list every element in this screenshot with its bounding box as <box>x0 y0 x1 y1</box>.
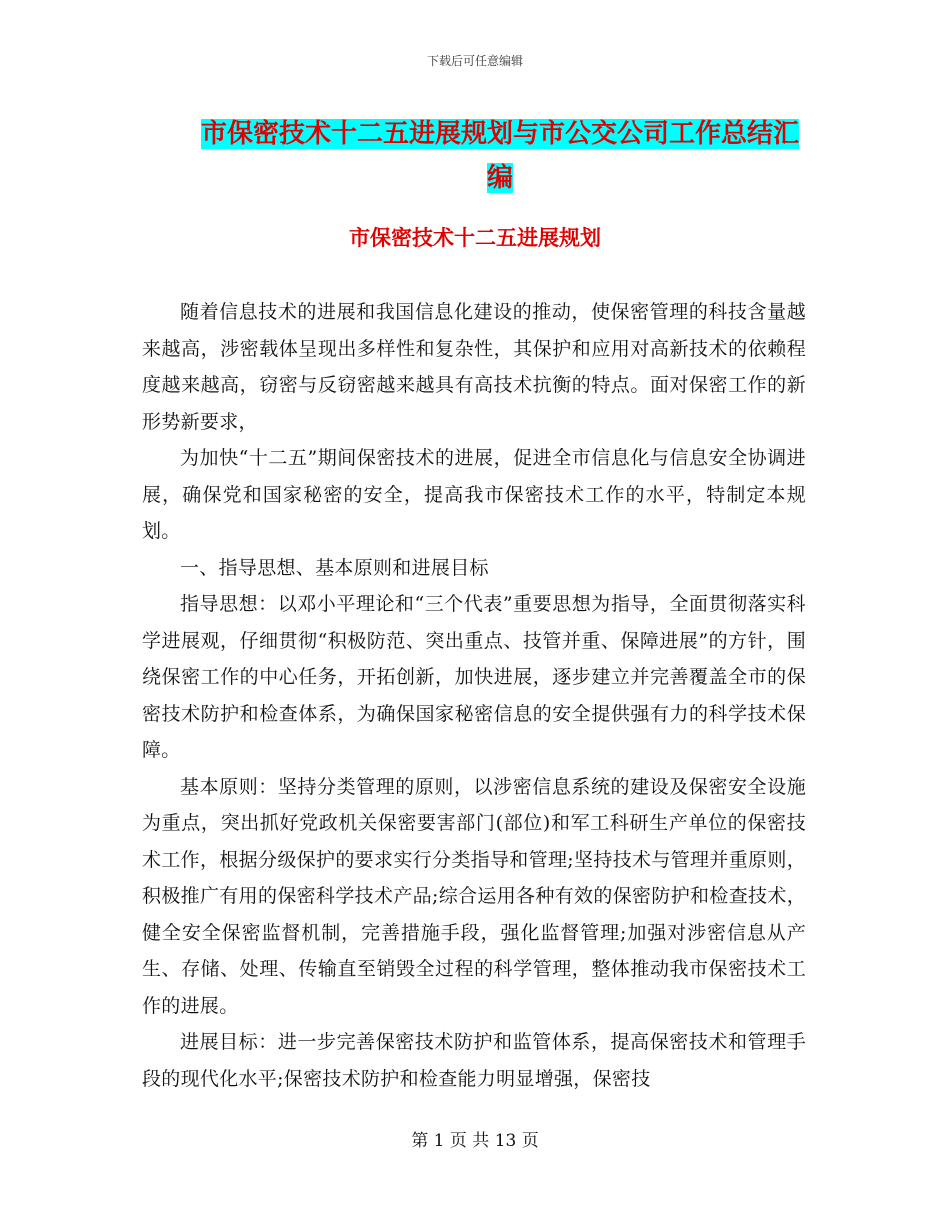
document-body <box>142 294 806 1097</box>
paragraph: 随着信息技术的进展和我国信息化建设的推动，使保密管理的科技含量越来越高，涉密载体呈现出多样性和复杂性，其保护和应用对高新技术的依赖程度越来越高，窃密与反窃密越来越具有高技术抗衡的特点。面对保密工作的新形势新要求， <box>142 301 806 433</box>
page-number-footer: 第 1 页 共 13 页 <box>411 1131 539 1151</box>
header-note: 下载后可任意编辑 <box>426 54 523 68</box>
section-title: 市保密技术十二五进展规划 <box>349 226 601 250</box>
document-title-text: 市保密技术十二五进展规划与市公交公司工作总结汇编 <box>200 119 799 193</box>
paragraph: 进展目标：进一步完善保密技术防护和监管体系，提高保密技术和管理手段的现代化水平;保密技术防护和检查能力明显增强，保密技 <box>142 1031 806 1090</box>
paragraph: 一、指导思想、基本原则和进展目标 <box>180 556 489 579</box>
document-title <box>190 112 810 200</box>
paragraph: 为加快“十二五”期间保密技术的进展，促进全市信息化与信息安全协调进展，确保党和国家秘密的安全，提高我市保密技术工作的水平，特制定本规划。 <box>142 447 806 542</box>
paragraph: 指导思想：以邓小平理论和“三个代表”重要思想为指导，全面贯彻落实科学进展观，仔细贯彻“积极防范、突出重点、技管并重、保障进展”的方针，围绕保密工作的中心任务，开拓创新，加快进展，逐步建立并完善覆盖全市的保密技术防护和检查体系，为确保国家秘密信息的安全提供强有力的科学技术保障。 <box>142 593 806 761</box>
paragraph: 基本原则：坚持分类管理的原则，以涉密信息系统的建设及保密安全设施为重点，突出抓好党政机关保密要害部门(部位)和军工科研生产单位的保密技术工作，根据分级保护的要求实行分类指导和管理;坚持技术与管理并重原则，积极推广有用的保密科学技术产品;综合运用各种有效的保密防护和检查技术，健全安全保密监督机制，完善措施手段，强化监督管理;加强对涉密信息从产生、存储、处理、传输直至销毁全过程的科学管理，整体推动我市保密技术工作的进展。 <box>142 775 806 1017</box>
